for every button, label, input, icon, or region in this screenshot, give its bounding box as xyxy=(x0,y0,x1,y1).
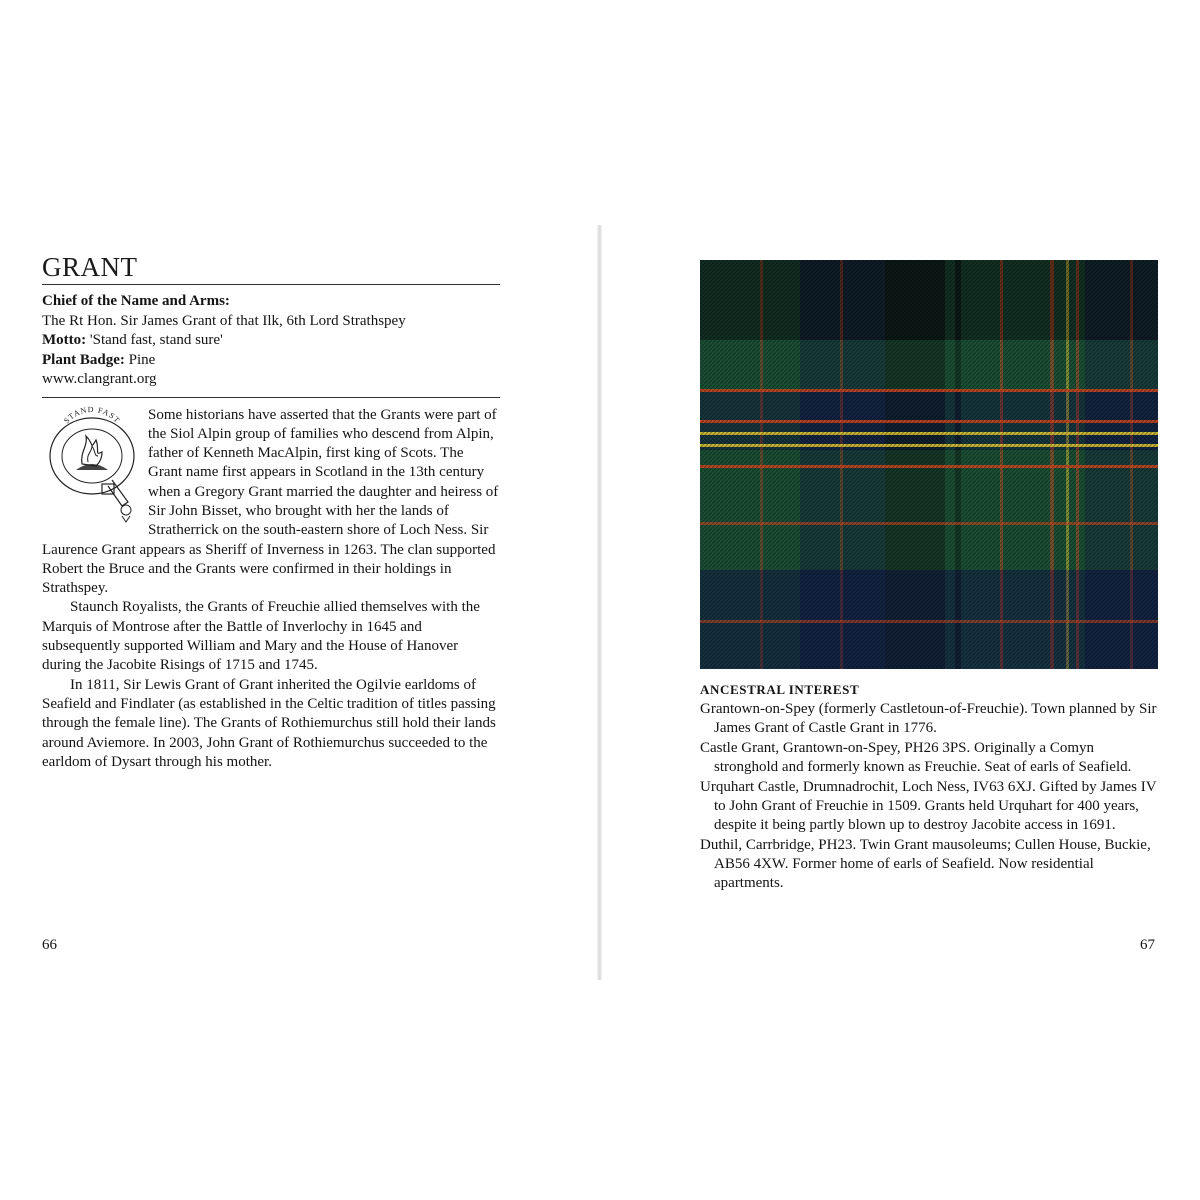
badge-value: Pine xyxy=(124,351,156,368)
chief-name: The Rt Hon. Sir James Grant of that Ilk, 6th Lord Strathspey xyxy=(42,312,406,329)
book-gutter xyxy=(597,225,602,980)
history-paragraph-1: Some historians have asserted that the Grants were part of the Siol Alpin group of families who descend from Alpin, father of Kenneth MacAlpin, first king of Scots. The Grant name first appears in Scotland in the 13th century when a Gregory Grant married the daughter and heiress of Sir John Bisset, who brought with her the lands of Stratherrick on the south-eastern shore of Loch Ness. Sir Laurence Grant appears as Sheriff of Inverness in 1263. The clan supported Robert the Bruce and the Grants were confirmed in their holdings in Strathspey. xyxy=(42,406,499,597)
ancestral-entry-1: Grantown-on-Spey (formerly Castletoun-of-Freuchie). Town planned by Sir James Grant of Castle Grant in 1776. xyxy=(700,701,1157,736)
history-paragraph-3: In 1811, Sir Lewis Grant of Grant inherited the Ogilvie earldoms of Seafield and Findlater (as established in the Celtic tradition of titles passing through the female line). The Grants of Rothiemurchus still hold their lands around Aviemore. In 2003, John Grant of Rothiemurchus succeeded to the earldom of Dysart through his mother. xyxy=(42,676,496,770)
grant-tartan-swatch xyxy=(700,260,1158,669)
chief-label: Chief of the Name and Arms: xyxy=(42,293,230,309)
clan-info-block xyxy=(42,285,500,390)
page-number-right: 67 xyxy=(1140,937,1155,953)
clan-title: GRANT xyxy=(42,252,138,282)
right-page xyxy=(700,250,1158,894)
clan-website: www.clangrant.org xyxy=(42,371,157,387)
svg-text:STAND FAST xyxy=(62,406,122,425)
history-text xyxy=(42,406,500,773)
history-paragraph-2: Staunch Royalists, the Grants of Freuchie allied themselves with the Marquis of Montrose after the Battle of Inverlochy in 1645 and subsequently supported William and Mary and the House of Hanover during the Jacobite Risings of 1715 and 1745. xyxy=(42,599,480,674)
tartan-twill-texture xyxy=(700,260,1158,669)
motto-value: 'Stand fast, stand sure' xyxy=(86,332,223,348)
motto-label: Motto: xyxy=(42,332,87,348)
clan-crest-badge-icon xyxy=(42,406,142,526)
page-number-left: 66 xyxy=(42,937,57,953)
info-rule xyxy=(42,397,500,398)
ancestral-interest-heading: ANCESTRAL INTEREST xyxy=(700,682,860,697)
crest-motto: STAND FAST xyxy=(61,405,123,425)
badge-label: Plant Badge: xyxy=(42,351,125,368)
ancestral-entry-3: Urquhart Castle, Drumnadrochit, Loch Ness, IV63 6XJ. Gifted by James IV to John Grant of Freuchie in 1509. Grants held Urquhart for 400 years, despite it being partly blown up to destroy Jacobite access in 1691. xyxy=(700,779,1157,833)
ancestral-entry-2: Castle Grant, Grantown-on-Spey, PH26 3PS. Originally a Comyn stronghold and formerly known as Freuchie. Seat of earls of Seafield. xyxy=(700,740,1132,775)
left-page xyxy=(42,250,500,772)
ancestral-entry-4: Duthil, Carrbridge, PH23. Twin Grant mausoleums; Cullen House, Buckie, AB56 4XW. Former home of earls of Seafield. Now residential apartments. xyxy=(700,837,1151,891)
